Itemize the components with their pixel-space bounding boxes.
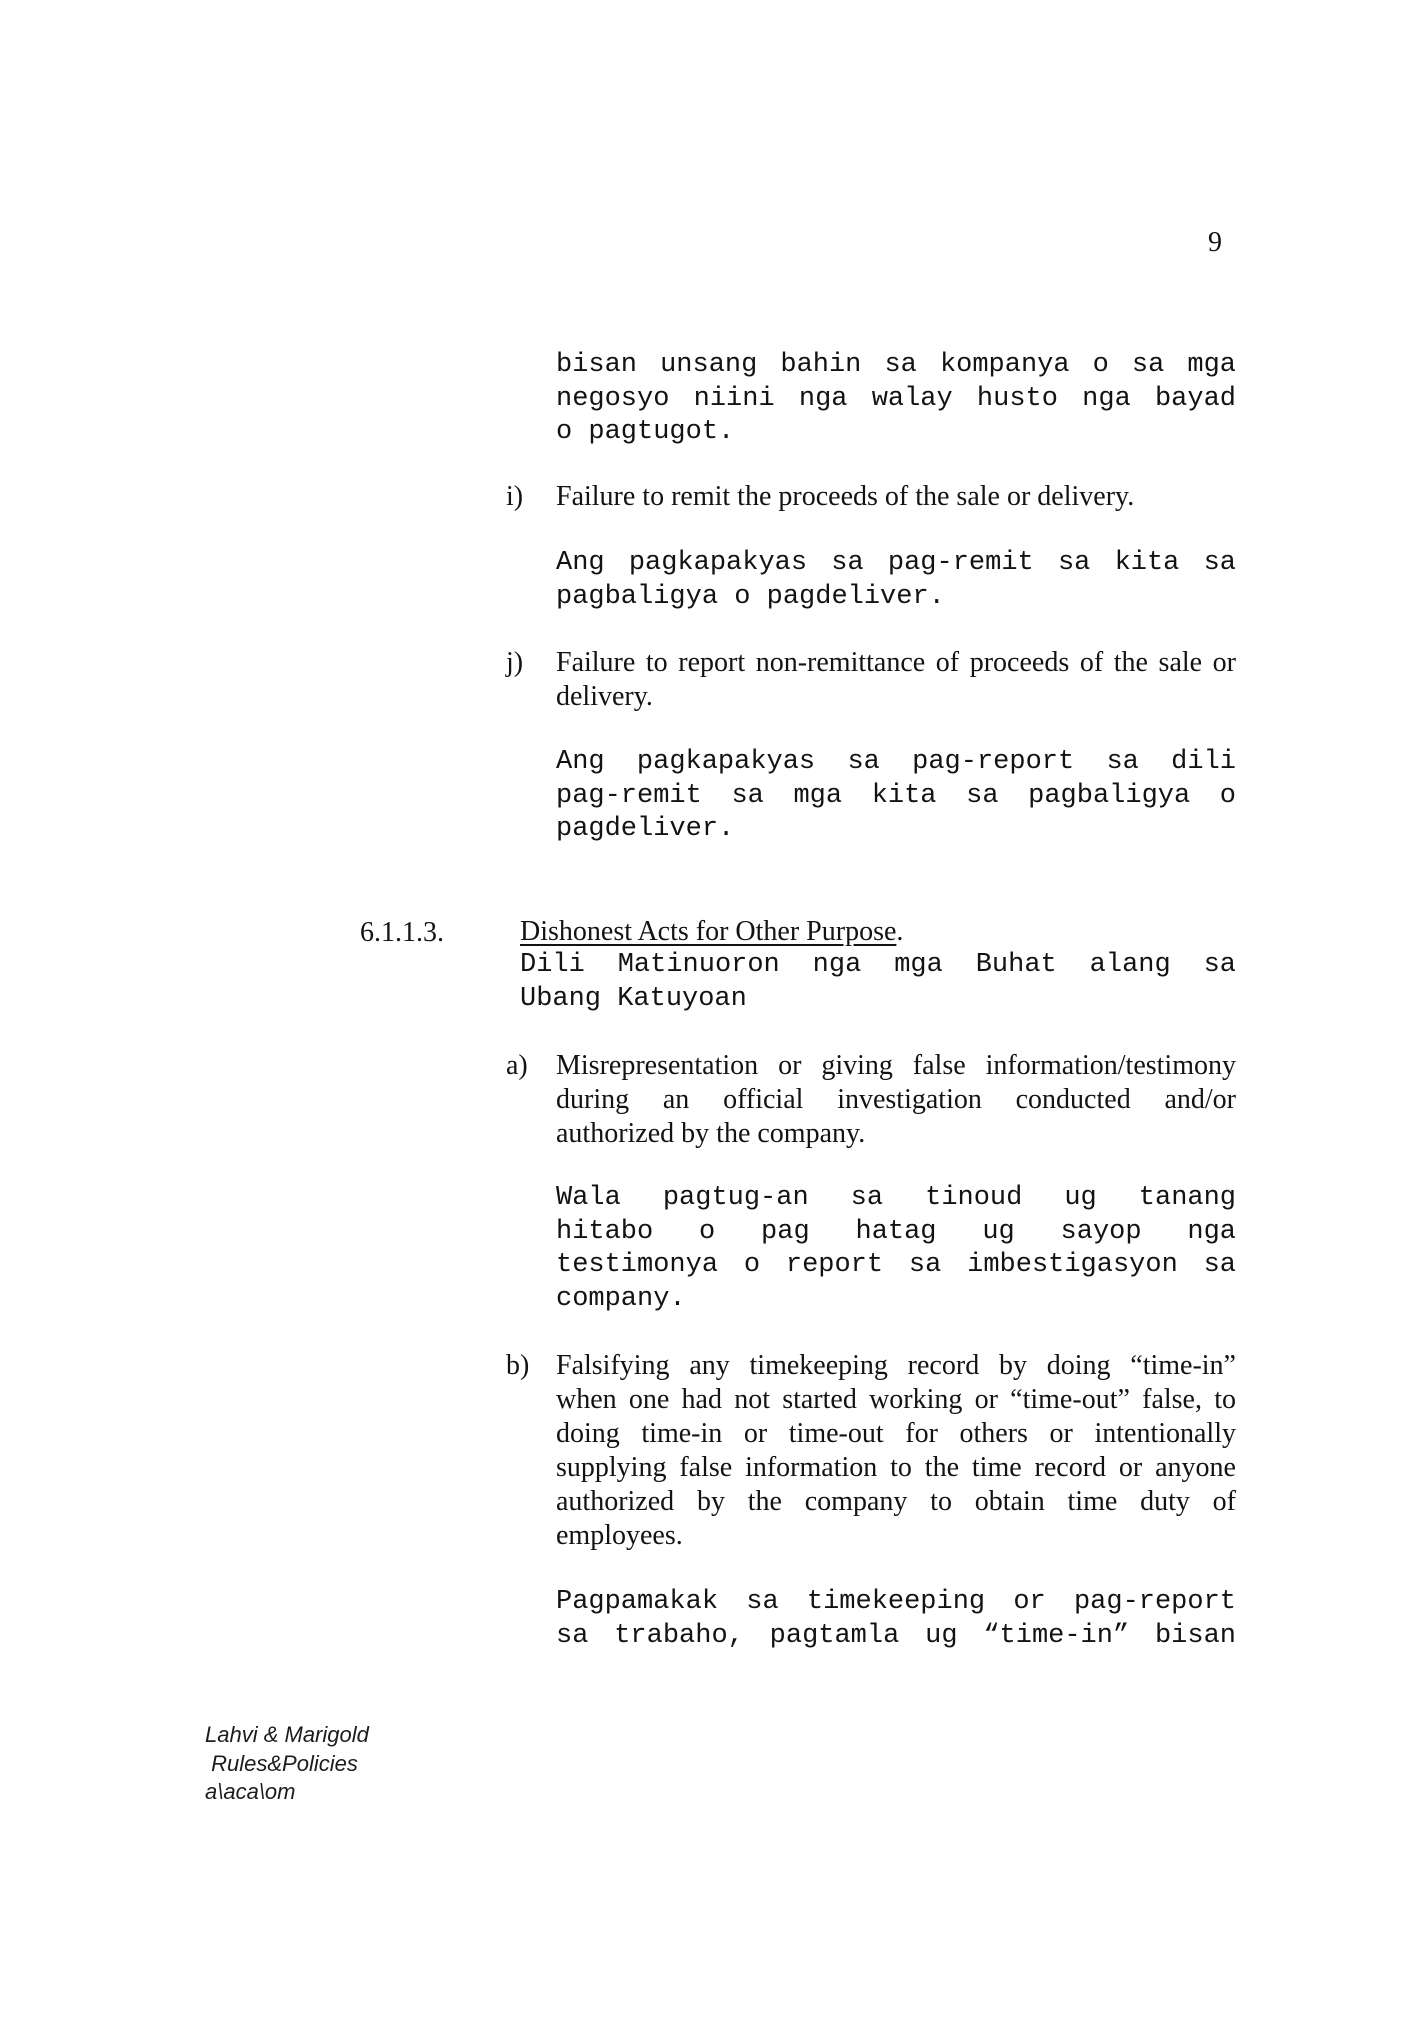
text-line: Ang pagkapakyas sa pag-remit sa kita sa [556, 548, 1236, 578]
list-item-j [506, 646, 1236, 714]
footer-company: Lahvi & Marigold [205, 1722, 369, 1747]
cebuano-paragraph-5 [556, 1586, 1236, 1653]
section-subheading-line: Ubang Katuyoan [520, 983, 747, 1014]
cebuano-paragraph-4 [556, 1182, 1236, 1316]
text-line: testimonya o report sa imbestigasyon sa [556, 1250, 1236, 1280]
text-line: Ang pagkapakyas sa pag-report sa dili [556, 747, 1236, 777]
section-subheading-line: Dili Matinuoron nga mga Buhat alang sa [520, 950, 1236, 980]
text-line: sa trabaho, pagtamla ug “time-in” bisan [556, 1620, 1236, 1651]
footer-document: Rules&Policies [205, 1750, 358, 1776]
list-marker: b) [506, 1350, 530, 1381]
cebuano-paragraph-2 [556, 547, 1236, 614]
text-line: pag-remit sa mga kita sa pagbaligya o [556, 780, 1236, 811]
section-heading-period: . [896, 916, 904, 947]
text-line: bisan unsang bahin sa kompanya o sa mga [556, 350, 1236, 380]
text-line: delivery. [556, 681, 653, 712]
list-marker: j) [506, 647, 524, 678]
text-line: supplying false information to the time record or anyone [556, 1452, 1236, 1483]
text-line: Failure to report non-remittance of proceeds of the sale or [556, 647, 1236, 678]
list-marker: i) [506, 481, 524, 512]
text-line: when one had not started working or “time-out” false, to [556, 1384, 1236, 1415]
list-item-i [506, 480, 1236, 514]
text-line: Failure to remit the proceeds of the sale or delivery. [556, 481, 1135, 512]
text-line: company. [556, 1283, 686, 1314]
footer-path: a\aca\om [205, 1779, 296, 1804]
section-heading-text: Dishonest Acts for Other Purpose [520, 916, 897, 947]
text-line: authorized by the company. [556, 1118, 866, 1149]
text-line: employees. [556, 1520, 683, 1551]
list-item-b [506, 1349, 1236, 1553]
section-heading [520, 916, 1236, 947]
section-6-1-1-3 [360, 916, 1240, 1016]
text-line: pagdeliver. [556, 814, 735, 844]
cebuano-paragraph-3 [556, 746, 1236, 847]
text-line: Falsifying any timekeeping record by doing “time-in” [556, 1350, 1236, 1381]
cebuano-paragraph-1 [556, 349, 1236, 450]
footer [205, 1721, 369, 1807]
text-line: pagbaligya o pagdeliver. [556, 581, 945, 612]
page-number: 9 [1208, 227, 1222, 258]
text-line: hitabo o pag hatag ug sayop nga [556, 1216, 1236, 1247]
text-line: authorized by the company to obtain time duty of [556, 1486, 1236, 1517]
list-item-a [506, 1049, 1236, 1151]
text-line: Pagpamakak sa timekeeping or pag-report [556, 1587, 1236, 1617]
text-line: doing time-in or time-out for others or intentionally [556, 1418, 1236, 1449]
section-number: 6.1.1.3. [360, 917, 444, 948]
list-marker: a) [506, 1050, 528, 1081]
text-line: Misrepresentation or giving false information/testimony [556, 1050, 1236, 1081]
text-line: negosyo niini nga walay husto nga bayad [556, 383, 1236, 414]
text-line: Wala pagtug-an sa tinoud ug tanang [556, 1183, 1236, 1213]
text-line: during an official investigation conducted and/or [556, 1084, 1236, 1115]
text-line: o pagtugot. [556, 417, 735, 447]
